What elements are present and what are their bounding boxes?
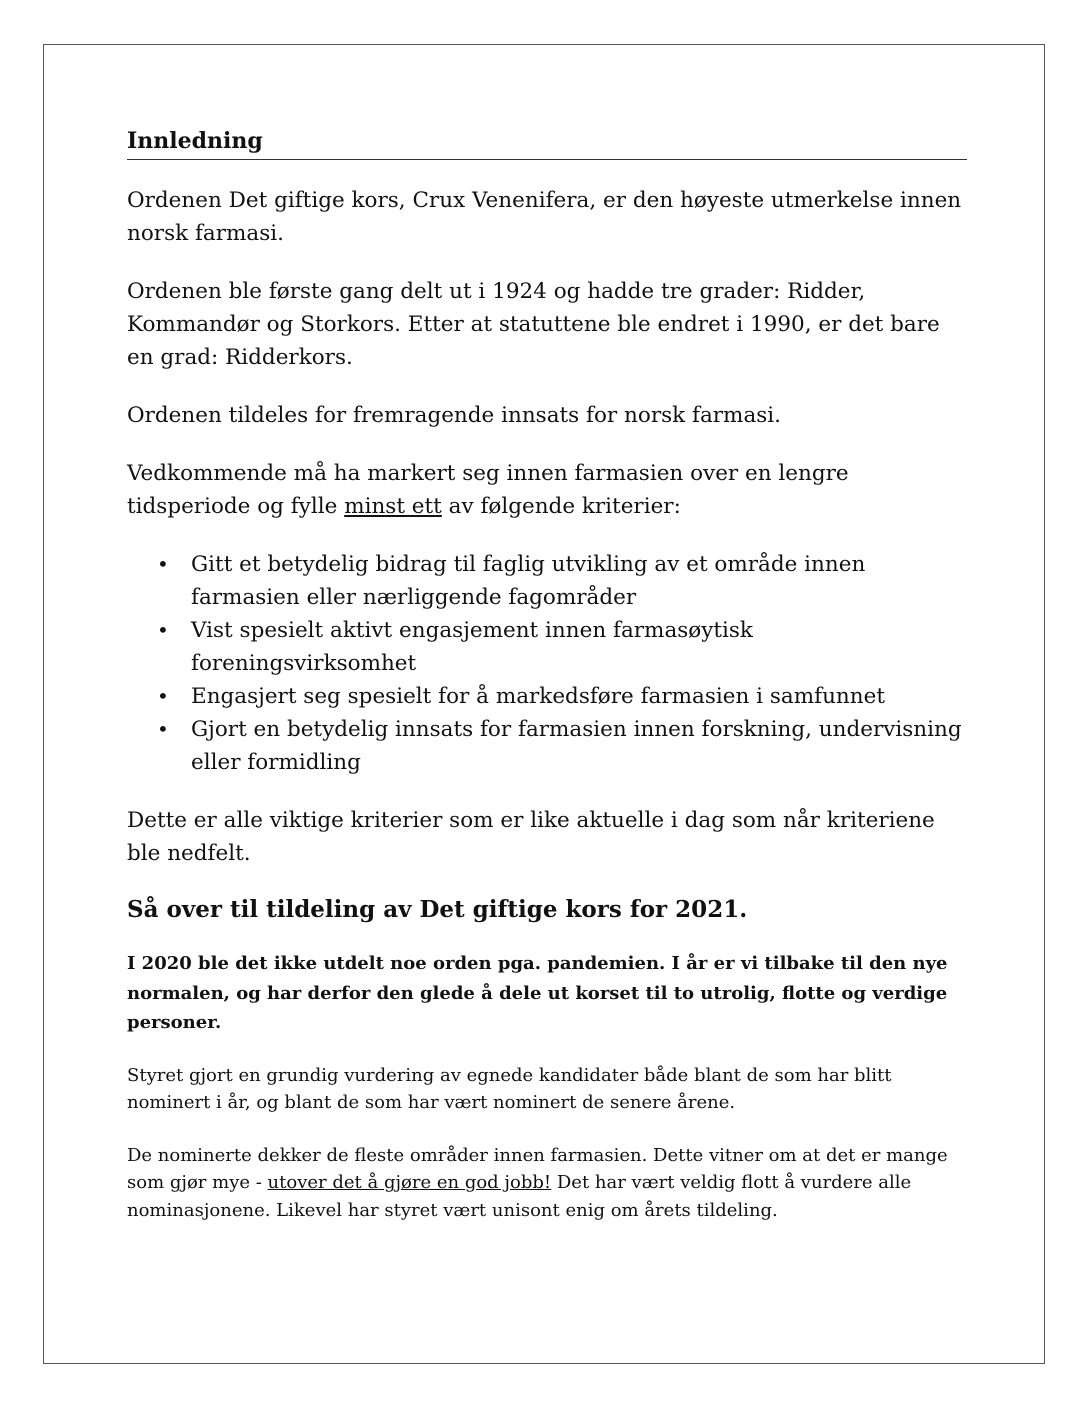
criteria-list	[127, 548, 967, 779]
criteria-intro-text: Vedkommende må ha markert seg innen farmasien over en lengre tidsperiode og fylle	[127, 461, 849, 519]
document-body	[127, 126, 967, 1249]
criteria-item-text: Vist spesielt aktivt engasjement innen farmasøytisk foreningsvirksomhet	[191, 618, 753, 676]
history-paragraph: Ordenen ble første gang delt ut i 1924 og hadde tre grader: Ridder, Kommandør og Storkors. Etter at statuttene ble endret i 1990, er det bare en grad: Ridderkors.	[127, 279, 940, 370]
nominees-text: De nominerte dekker de fleste områder innen farmasien. Dette vitner om at det er mange som gjør mye -	[127, 1144, 948, 1193]
list-item	[127, 713, 967, 779]
relevance-paragraph: Dette er alle viktige kriterier som er like aktuelle i dag som når kriteriene ble nedfelt.	[127, 808, 935, 866]
criteria-intro-paragraph	[127, 457, 967, 523]
award-purpose-paragraph: Ordenen tildeles for fremragende innsats for norsk farmasi.	[127, 403, 782, 428]
criteria-intro-underlined: minst ett	[344, 494, 442, 519]
bullet-icon: •	[157, 618, 169, 642]
criteria-intro-text-end: av følgende kriterier:	[441, 494, 681, 519]
section-heading: Innledning	[127, 126, 967, 160]
board-evaluation-paragraph: Styret gjort en grundig vurdering av egnede kandidater både blant de som har blitt nominert i år, og blant de som har vært nominert de senere årene.	[127, 1064, 892, 1113]
intro-paragraph: Ordenen Det giftige kors, Crux Venenifera, er den høyeste utmerkelse innen norsk farmasi.	[127, 188, 962, 246]
nominees-text-end: Det har vært veldig flott å vurdere alle nominasjonene. Likevel har styret vært unisont enig om årets tildeling.	[127, 1172, 912, 1221]
list-item	[127, 614, 967, 680]
bullet-icon: •	[157, 717, 169, 741]
list-item	[127, 548, 967, 614]
criteria-item-text: Gjort en betydelig innsats for farmasien innen forskning, undervisning eller formidling	[191, 717, 962, 775]
nominees-underlined: utover det å gjøre en god jobb!	[267, 1172, 552, 1193]
pandemic-paragraph: I 2020 ble det ikke utdelt noe orden pga. pandemien. I år er vi tilbake til den nye normalen, og har derfor den glede å dele ut korset til to utrolig, flotte og verdige personer.	[127, 953, 948, 1033]
award-subheading: Så over til tildeling av Det giftige kors for 2021.	[127, 896, 748, 923]
bullet-icon: •	[157, 684, 169, 708]
nominees-paragraph	[127, 1142, 967, 1225]
criteria-item-text: Engasjert seg spesielt for å markedsføre farmasien i samfunnet	[191, 684, 885, 709]
criteria-item-text: Gitt et betydelig bidrag til faglig utvikling av et område innen farmasien eller nærliggende fagområder	[191, 552, 866, 610]
list-item	[127, 680, 967, 713]
bullet-icon: •	[157, 552, 169, 576]
